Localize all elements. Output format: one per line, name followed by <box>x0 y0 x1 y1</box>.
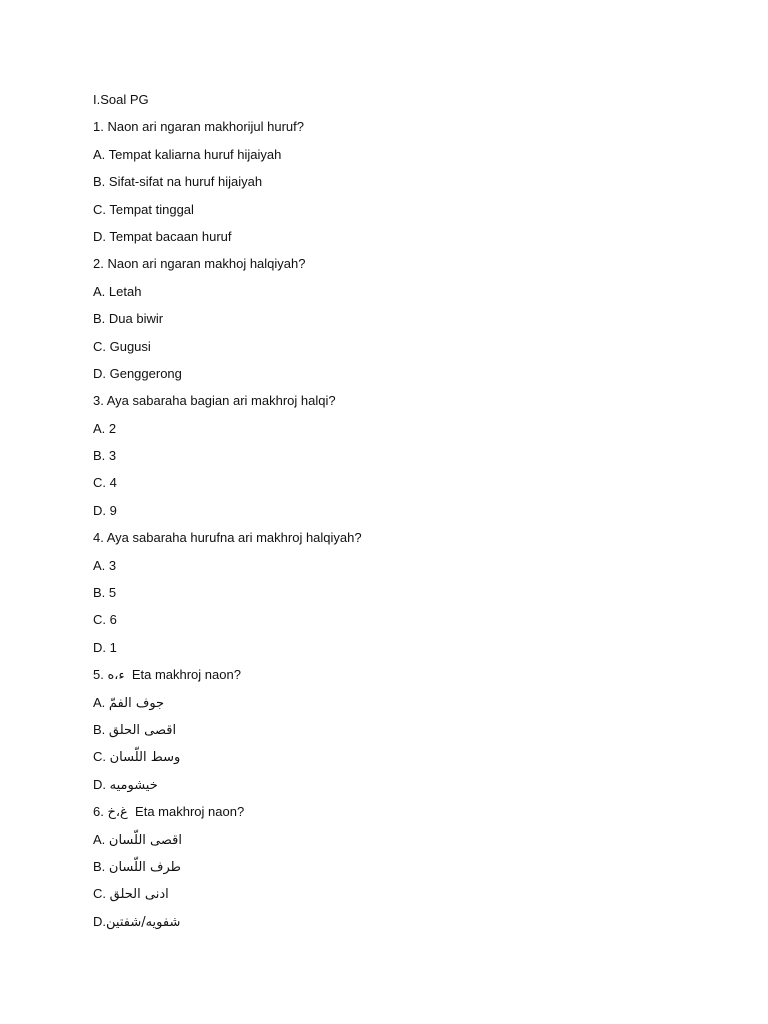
question-3 <box>93 387 693 414</box>
line-text: D. Tempat bacaan huruf <box>93 228 232 244</box>
line-text: C. 6 <box>93 612 117 628</box>
line-text: 6. <box>93 804 108 820</box>
line-text: A. 2 <box>93 420 117 436</box>
option-3b <box>93 442 693 469</box>
line-text: B. <box>93 858 109 874</box>
arabic-text: جوف الفمّ <box>108 695 165 711</box>
line-text: D. <box>93 913 106 929</box>
line-text: B. <box>93 721 109 737</box>
option-1a <box>93 141 693 168</box>
line-text: B. 3 <box>93 448 117 464</box>
line-text: 4. Aya sabaraha hurufna ari makhroj halqiyah? <box>93 530 362 546</box>
arabic-text: اقصى الحلق <box>108 722 177 738</box>
option-6d <box>93 908 693 935</box>
line-text: A. <box>93 694 109 710</box>
line-text: B. Sifat-sifat na huruf hijaiyah <box>93 174 263 190</box>
arabic-text: ادنى الحلق <box>109 887 169 903</box>
option-4a <box>93 552 693 579</box>
option-5c <box>93 743 693 770</box>
option-2c <box>93 333 693 360</box>
arabic-text: غ،خ <box>107 805 128 821</box>
arabic-text: طرف اللّسان <box>108 859 182 875</box>
option-6a <box>93 826 693 853</box>
arabic-text: خيشوميه <box>109 777 158 793</box>
line-text: D. <box>93 776 110 792</box>
arabic-text: شفويه/شفتين <box>106 914 181 930</box>
line-text: A. 3 <box>93 557 117 573</box>
section-title: I.Soal PG <box>93 92 149 107</box>
option-4d <box>93 634 693 661</box>
option-4c <box>93 606 693 633</box>
line-text: A. Letah <box>93 283 142 299</box>
line-text: C. Tempat tinggal <box>93 201 194 217</box>
line-text: A. <box>93 831 109 847</box>
option-1b <box>93 168 693 195</box>
option-1d <box>93 223 693 250</box>
line-text: Eta makhroj naon? <box>124 667 241 683</box>
option-3d <box>93 497 693 524</box>
option-5a <box>93 689 693 716</box>
option-3a <box>93 415 693 442</box>
option-6b <box>93 853 693 880</box>
arabic-text: اقصى اللّسان <box>108 832 182 848</box>
line-text: D. Genggerong <box>93 365 182 381</box>
line-text: D. 9 <box>93 502 117 518</box>
arabic-text: وسط اللّسان <box>109 750 181 766</box>
option-2b <box>93 305 693 332</box>
line-text: 3. Aya sabaraha bagian ari makhroj halqi? <box>93 393 336 409</box>
option-5b <box>93 716 693 743</box>
line-text: C. <box>93 886 110 902</box>
question-6 <box>93 798 693 825</box>
line-text: B. 5 <box>93 585 117 601</box>
question-1 <box>93 113 693 140</box>
option-6c <box>93 880 693 907</box>
question-4 <box>93 524 693 551</box>
line-text: C. Gugusi <box>93 338 151 354</box>
document-body <box>93 86 693 935</box>
line-text: 2. Naon ari ngaran makhoj halqiyah? <box>93 256 306 272</box>
option-5d <box>93 771 693 798</box>
line-text: A. Tempat kaliarna huruf hijaiyah <box>93 146 282 162</box>
option-1c <box>93 196 693 223</box>
question-2 <box>93 250 693 277</box>
line-text: Eta makhroj naon? <box>127 804 245 820</box>
option-2d <box>93 360 693 387</box>
option-4b <box>93 579 693 606</box>
option-3c <box>93 469 693 496</box>
line-text: D. 1 <box>93 639 117 655</box>
line-text: 5. <box>93 667 108 683</box>
line-text: C. <box>93 749 110 765</box>
line-text: 1. Naon ari ngaran makhorijul huruf? <box>93 119 305 135</box>
question-5 <box>93 661 693 688</box>
line-text: B. Dua biwir <box>93 311 164 327</box>
line-text: C. 4 <box>93 475 117 491</box>
arabic-text: ء،ه <box>107 668 125 684</box>
option-2a <box>93 278 693 305</box>
